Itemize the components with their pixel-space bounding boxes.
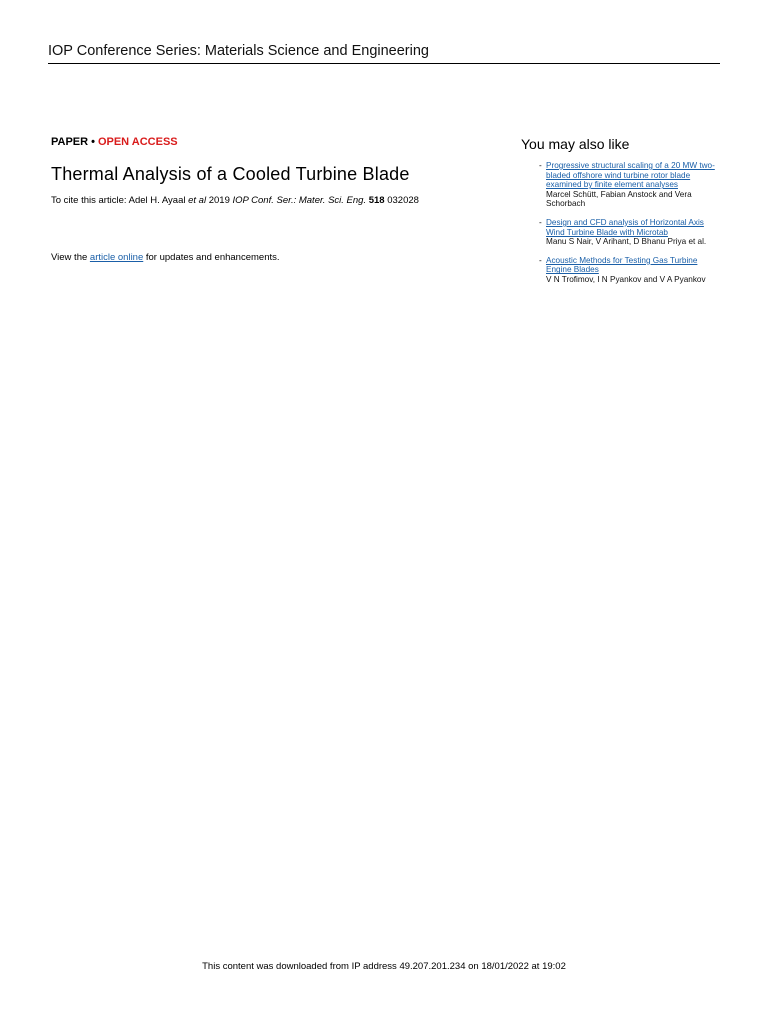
sidebar-title: You may also like xyxy=(521,136,630,152)
related-authors: Manu S Nair, V Arihant, D Bhanu Priya et al. xyxy=(546,237,707,247)
related-articles-sidebar xyxy=(521,135,721,294)
citation-year: 2019 xyxy=(206,195,233,206)
journal-header: IOP Conference Series: Materials Science and Engineering xyxy=(48,42,720,64)
related-item xyxy=(521,256,721,285)
list-dash: - xyxy=(539,161,542,170)
citation-journal: IOP Conf. Ser.: Mater. Sci. Eng. xyxy=(232,195,367,206)
related-article-link[interactable]: Progressive structural scaling of a 20 MW two-bladed offshore wind turbine rotor blade examined by finite element analyses xyxy=(546,161,715,190)
list-dash: - xyxy=(539,217,542,227)
related-list xyxy=(521,161,721,285)
view-suffix: for updates and enhancements. xyxy=(143,252,280,263)
citation-volume: 518 xyxy=(368,195,385,206)
paper-type-label: PAPER xyxy=(51,136,89,148)
related-authors: Marcel Schütt, Fabian Anstock and Vera Schorbach xyxy=(546,189,692,209)
related-article-link[interactable]: Acoustic Methods for Testing Gas Turbine Engine Blades xyxy=(546,255,698,275)
paper-type-line xyxy=(51,134,481,150)
article-main xyxy=(51,134,481,264)
list-dash: - xyxy=(539,255,542,265)
separator-dot: • xyxy=(91,136,95,148)
related-item xyxy=(521,161,721,209)
related-authors: V N Trofimov, I N Pyankov and V A Pyankov xyxy=(546,274,706,284)
view-online-line xyxy=(51,251,481,264)
article-online-link[interactable]: article online xyxy=(89,252,144,263)
related-article-link[interactable]: Design and CFD analysis of Horizontal Axis Wind Turbine Blade with Microtab xyxy=(546,217,704,237)
citation-line xyxy=(51,194,481,207)
citation-prefix: To cite this article: Adel H. Ayaal xyxy=(51,195,189,206)
related-item xyxy=(521,218,721,247)
download-footer: This content was downloaded from IP address 49.207.201.234 on 18/01/2022 at 19:02 xyxy=(202,961,566,972)
citation-et-al: et al xyxy=(188,195,207,206)
citation-article-number: 032028 xyxy=(384,195,419,206)
view-prefix: View the xyxy=(51,252,90,263)
open-access-badge: OPEN ACCESS xyxy=(97,136,178,148)
article-title: Thermal Analysis of a Cooled Turbine Blade xyxy=(51,164,410,184)
